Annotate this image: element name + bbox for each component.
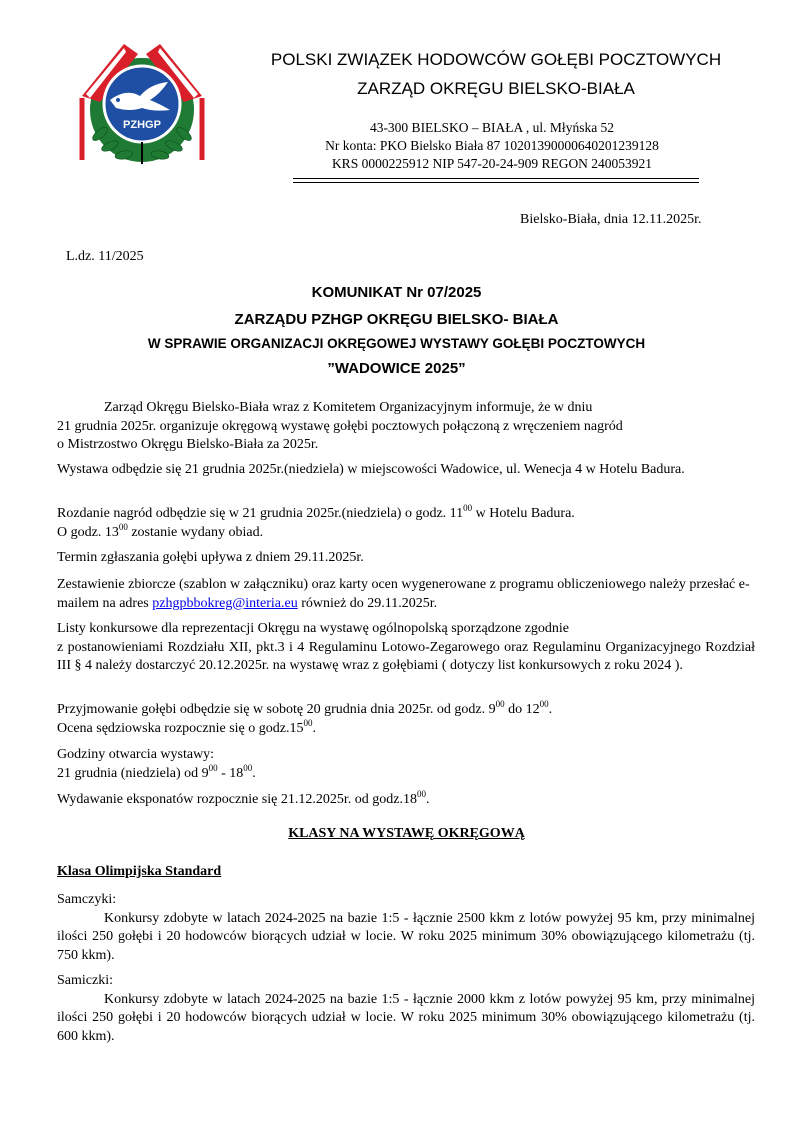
females-text: Konkursy zdobyte w latach 2024-2025 na bazie 1:5 - łącznie 2000 kkm z lotów powyżej 95 km, przy minimalnej ilości 250 gołębi i 20 hodowców biorących udział w locie. W roku 2025 minimum 30% obowiązującego kilometrażu (tj. 600 kkm). [57, 991, 755, 1044]
communique-number: KOMUNIKAT Nr 07/2025 [311, 284, 482, 301]
opening-sup-1: 00 [208, 762, 218, 773]
judging-text: Ocena sędziowska rozpocznie się o godz.15 [57, 720, 304, 736]
males-block [57, 891, 755, 965]
email-link[interactable]: pzhgpbbokreg@interia.eu [152, 595, 298, 611]
intro-line-2: 21 grudnia 2025r. organizuje okręgową wystawę gołębi pocztowych połączoną z wręczeniem nagród [57, 418, 623, 434]
awards-time-sup: 00 [463, 503, 473, 513]
opening-mid: - 18 [217, 765, 244, 781]
paragraph-release [57, 791, 755, 810]
logo-text: PZHGP [123, 119, 161, 131]
awards-place: w Hotelu Badura. [472, 506, 575, 521]
judging-tail: . [312, 720, 316, 736]
bank-account-line: Nr konta: PKO Bielsko Biała 87 10201390000640201239128 [325, 138, 659, 153]
communique-subject: W SPRAWIE ORGANIZACJI OKRĘGOWEJ WYSTAWY GOŁĘBI POCZTOWYCH [147, 336, 646, 351]
opening-sup-2: 00 [243, 762, 253, 773]
date-line: Bielsko-Biała, dnia 12.11.2025r. [520, 212, 702, 227]
opening-tail: . [252, 765, 256, 781]
dinner-tail: zostanie wydany obiad. [127, 524, 264, 540]
intro-line-3: o Mistrzostwo Okręgu Bielsko-Biała za 2025r. [57, 437, 319, 452]
paragraph-intake [57, 701, 755, 738]
section-title: KLASY NA WYSTAWĘ OKRĘGOWĄ [288, 826, 525, 841]
intake-text: Przyjmowanie gołębi odbędzie się w sobotę 20 grudnia dnia 2025r. od godz. 9 [57, 702, 496, 717]
opening-hours-label: Godziny otwarcia wystawy: [57, 747, 215, 762]
class-title: Klasa Olimpijska Standard [57, 864, 222, 879]
intake-tail: . [548, 702, 553, 717]
paragraph-awards [57, 505, 755, 542]
header-divider-bottom [293, 182, 699, 183]
submission-tail: również do 29.11.2025r. [297, 595, 438, 611]
awards-text: Rozdanie nagród odbędzie się w 21 grudnia 2025r.(niedziela) o godz. 11 [57, 506, 464, 521]
communique-issuer: ZARZĄDU PZHGP OKRĘGU BIELSKO- BIAŁA [234, 311, 559, 328]
intake-mid: do 12 [504, 702, 540, 717]
exhibition-name: ”WADOWICE 2025” [327, 360, 466, 377]
lists-line-1: Listy konkursowe dla reprezentacji Okręgu na wystawę ogólnopolską sporządzone zgodnie [57, 621, 570, 636]
males-text: Konkursy zdobyte w latach 2024-2025 na bazie 1:5 - łącznie 2500 kkm z lotów powyżej 95 km, przy minimalnej ilości 250 gołębi i 20 hodowców biorących udział w locie. W roku 2025 minimum 30% obowiązującego kilometrażu (tj. 750 kkm). [57, 910, 755, 963]
release-sup: 00 [416, 789, 426, 799]
females-block [57, 972, 755, 1046]
registry-line: KRS 0000225912 NIP 547-20-24-909 REGON 240053921 [331, 156, 653, 171]
paragraph-competition-lists [57, 620, 755, 676]
paragraph-submission [57, 576, 755, 613]
organization-name: POLSKI ZWIĄZEK HODOWCÓW GOŁĘBI POCZTOWYCH [270, 50, 722, 69]
intake-sup-1: 00 [495, 699, 505, 709]
lists-line-2: z postanowieniami Rozdziału XII, pkt.3 i 4 Regulaminu Lotowo-Zegarowego oraz Regulaminu Organizacyjnego Rozdział III § 4 należy dostarczyć 20.12.2025r. na wystawę wraz z gołębiami ( dotyczy list konkursowych z roku 2024 ). [57, 639, 755, 673]
females-label: Samiczki: [57, 973, 113, 988]
dinner-text: O godz. 13 [57, 524, 119, 540]
paragraph-deadline: Termin zgłaszania gołębi upływa z dniem 29.11.2025r. [57, 550, 364, 565]
intro-line-1: Zarząd Okręgu Bielsko-Biała wraz z Komitetem Organizacyjnym informuje, że w dniu [104, 400, 593, 415]
intake-sup-2: 00 [539, 699, 549, 709]
opening-hours-text: 21 grudnia (niedziela) od 9 [57, 765, 209, 781]
address-line: 43-300 BIELSKO – BIAŁA , ul. Młyńska 52 [369, 120, 615, 135]
release-text: Wydawanie eksponatów rozpocznie się 21.12.2025r. od godz.18 [57, 792, 417, 807]
pzhgp-logo [76, 38, 208, 170]
paragraph-exhibition-place: Wystawa odbędzie się 21 grudnia 2025r.(niedziela) w miejscowości Wadowice, ul. Wenecja 4 w Hotelu Badura. [57, 462, 685, 477]
males-label: Samczyki: [57, 892, 117, 907]
release-tail: . [425, 792, 430, 807]
organization-district: ZARZĄD OKRĘGU BIELSKO-BIAŁA [357, 79, 635, 98]
reference-number: L.dz. 11/2025 [66, 249, 144, 264]
header-divider-top [293, 178, 699, 179]
submission-text: Zestawienie zbiorcze (szablon w załączniku) oraz karty ocen wygenerowane z programu obliczeniowego należy przesłać e-mailem na adres [57, 577, 750, 611]
paragraph-opening-hours [57, 746, 755, 783]
paragraph-intro [57, 399, 755, 455]
dinner-time-sup: 00 [118, 521, 128, 532]
judging-sup: 00 [303, 717, 313, 728]
